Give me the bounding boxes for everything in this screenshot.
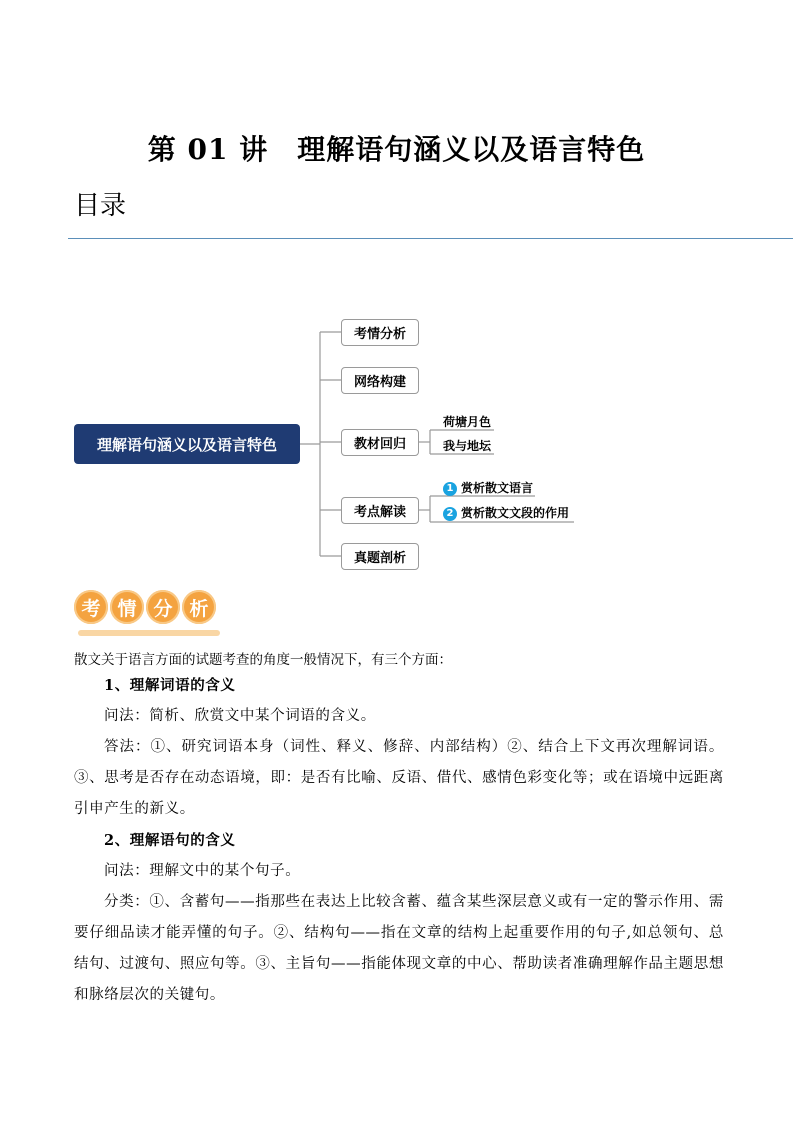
node-exam-analysis: 考情分析 — [341, 319, 419, 346]
mind-map — [0, 300, 793, 590]
leaf-exam-1 — [443, 479, 533, 496]
node-real-exams: 真题剖析 — [341, 543, 419, 570]
number-badge: 1 — [443, 482, 457, 496]
banner-underline — [78, 630, 220, 636]
leaf-exam-1-label: 赏析散文语言 — [461, 481, 534, 495]
banner-char: 考 — [74, 590, 108, 624]
mind-map-root: 理解语句涵义以及语言特色 — [74, 424, 300, 464]
node-key-points: 考点解读 — [341, 497, 419, 524]
leaf-exam-2 — [443, 504, 569, 521]
p2-heading: 2、理解语句的含义 — [104, 832, 236, 849]
leaf-exam-2-label: 赏析散文文段的作用 — [461, 506, 570, 520]
banner-char: 分 — [146, 590, 180, 624]
p1-ask: 问法：简析、欣赏文中某个词语的含义。 — [104, 708, 376, 724]
toc-heading: 目录 — [74, 191, 127, 221]
p1-answer: 答法：①、研究词语本身（词性、释义、修辞、内部结构）②、结合上下文再次理解词语。③、思考是否存在动态语境，即：是否有比喻、反语、借代、感情色彩变化等；或在语境中远距离引申产生的新义。 — [74, 739, 724, 817]
section-banner — [74, 590, 218, 634]
p1-heading: 1、理解词语的含义 — [104, 677, 236, 694]
toc-divider — [68, 238, 793, 239]
banner-char: 析 — [182, 590, 216, 624]
node-textbook: 教材回归 — [341, 429, 419, 456]
page-title: 第 01 讲 理解语句涵义以及语言特色 — [147, 133, 646, 166]
p2-types: 分类：①、含蓄句——指那些在表达上比较含蓄、蕴含某些深层意义或有一定的警示作用、需要仔细品读才能弄懂的句子。②、结构句——指在文章的结构上起重要作用的句子,如总领句、总结句、过渡句、照应句等。③、主旨句——指能体现文章的中心、帮助读者准确理解作品主题思想和脉络层次的关键句。 — [74, 894, 724, 1003]
banner-char: 情 — [110, 590, 144, 624]
number-badge: 2 — [443, 507, 457, 521]
node-network: 网络构建 — [341, 367, 419, 394]
leaf-ditan: 我与地坛 — [443, 439, 492, 453]
p2-ask: 问法：理解文中的某个句子。 — [104, 863, 301, 879]
leaf-hetang: 荷塘月色 — [443, 415, 492, 429]
section-intro: 散文关于语言方面的试题考查的角度一般情况下，有三个方面： — [74, 652, 452, 668]
